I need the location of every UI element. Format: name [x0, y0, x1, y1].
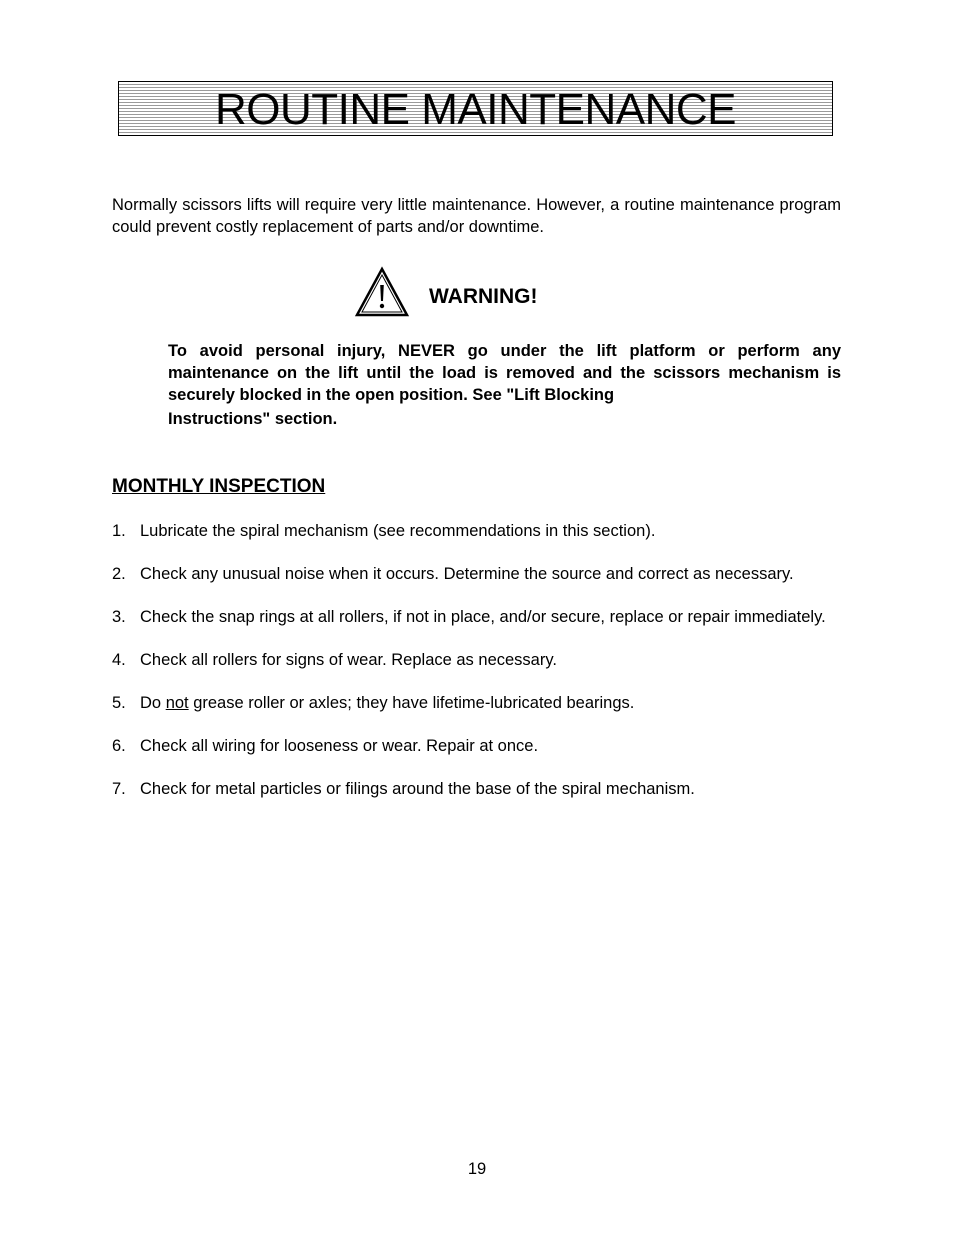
list-item-number: 6.	[112, 737, 126, 755]
list-item	[112, 563, 841, 585]
list-item-text-post: grease roller or axles; they have lifetime-lubricated bearings.	[188, 694, 635, 712]
warning-header	[354, 266, 654, 320]
list-item-text-pre: Do	[140, 694, 166, 712]
warning-triangle-icon	[354, 266, 410, 318]
title-banner	[118, 81, 833, 136]
list-item-number: 1.	[112, 522, 126, 540]
list-item-text: Lubricate the spiral mechanism (see recommendations in this section).	[140, 522, 656, 540]
list-item	[112, 606, 841, 628]
list-item	[112, 778, 841, 800]
list-item-text: Check all wiring for looseness or wear. Repair at once.	[140, 737, 539, 755]
list-item-text: Check all rollers for signs of wear. Replace as necessary.	[140, 651, 557, 669]
inspection-list	[112, 520, 841, 800]
list-item	[112, 735, 841, 757]
list-item	[112, 520, 841, 542]
list-item-number: 3.	[112, 608, 126, 626]
page-title: ROUTINE MAINTENANCE	[215, 84, 736, 134]
list-item	[112, 692, 841, 714]
list-item-number: 7.	[112, 780, 126, 798]
warning-text	[168, 340, 841, 430]
warning-label: WARNING!	[429, 285, 538, 308]
page-number: 19	[467, 1160, 487, 1178]
list-item-text: Check the snap rings at all rollers, if not in place, and/or secure, replace or repair immediately.	[140, 608, 826, 626]
intro-paragraph: Normally scissors lifts will require very little maintenance. However, a routine maintenance program could prevent costly replacement of parts and/or downtime.	[112, 196, 841, 236]
list-item-text: Check for metal particles or filings around the base of the spiral mechanism.	[140, 780, 695, 798]
list-item-text: Check any unusual noise when it occurs. Determine the source and correct as necessary.	[140, 565, 794, 583]
warning-text-last: Instructions" section.	[168, 410, 338, 428]
list-item-number: 4.	[112, 651, 126, 669]
list-item-number: 5.	[112, 694, 126, 712]
list-item-number: 2.	[112, 565, 126, 583]
list-item	[112, 649, 841, 671]
section-heading: MONTHLY INSPECTION	[112, 476, 326, 497]
list-item-text	[112, 692, 841, 714]
warning-text-main: To avoid personal injury, NEVER go under the lift platform or perform any maintenance on the lift until the load is removed and the scissors mechanism is securely blocked in the open position. See "Lift Blocking	[168, 342, 841, 404]
emphasis-underline: not	[165, 694, 189, 712]
